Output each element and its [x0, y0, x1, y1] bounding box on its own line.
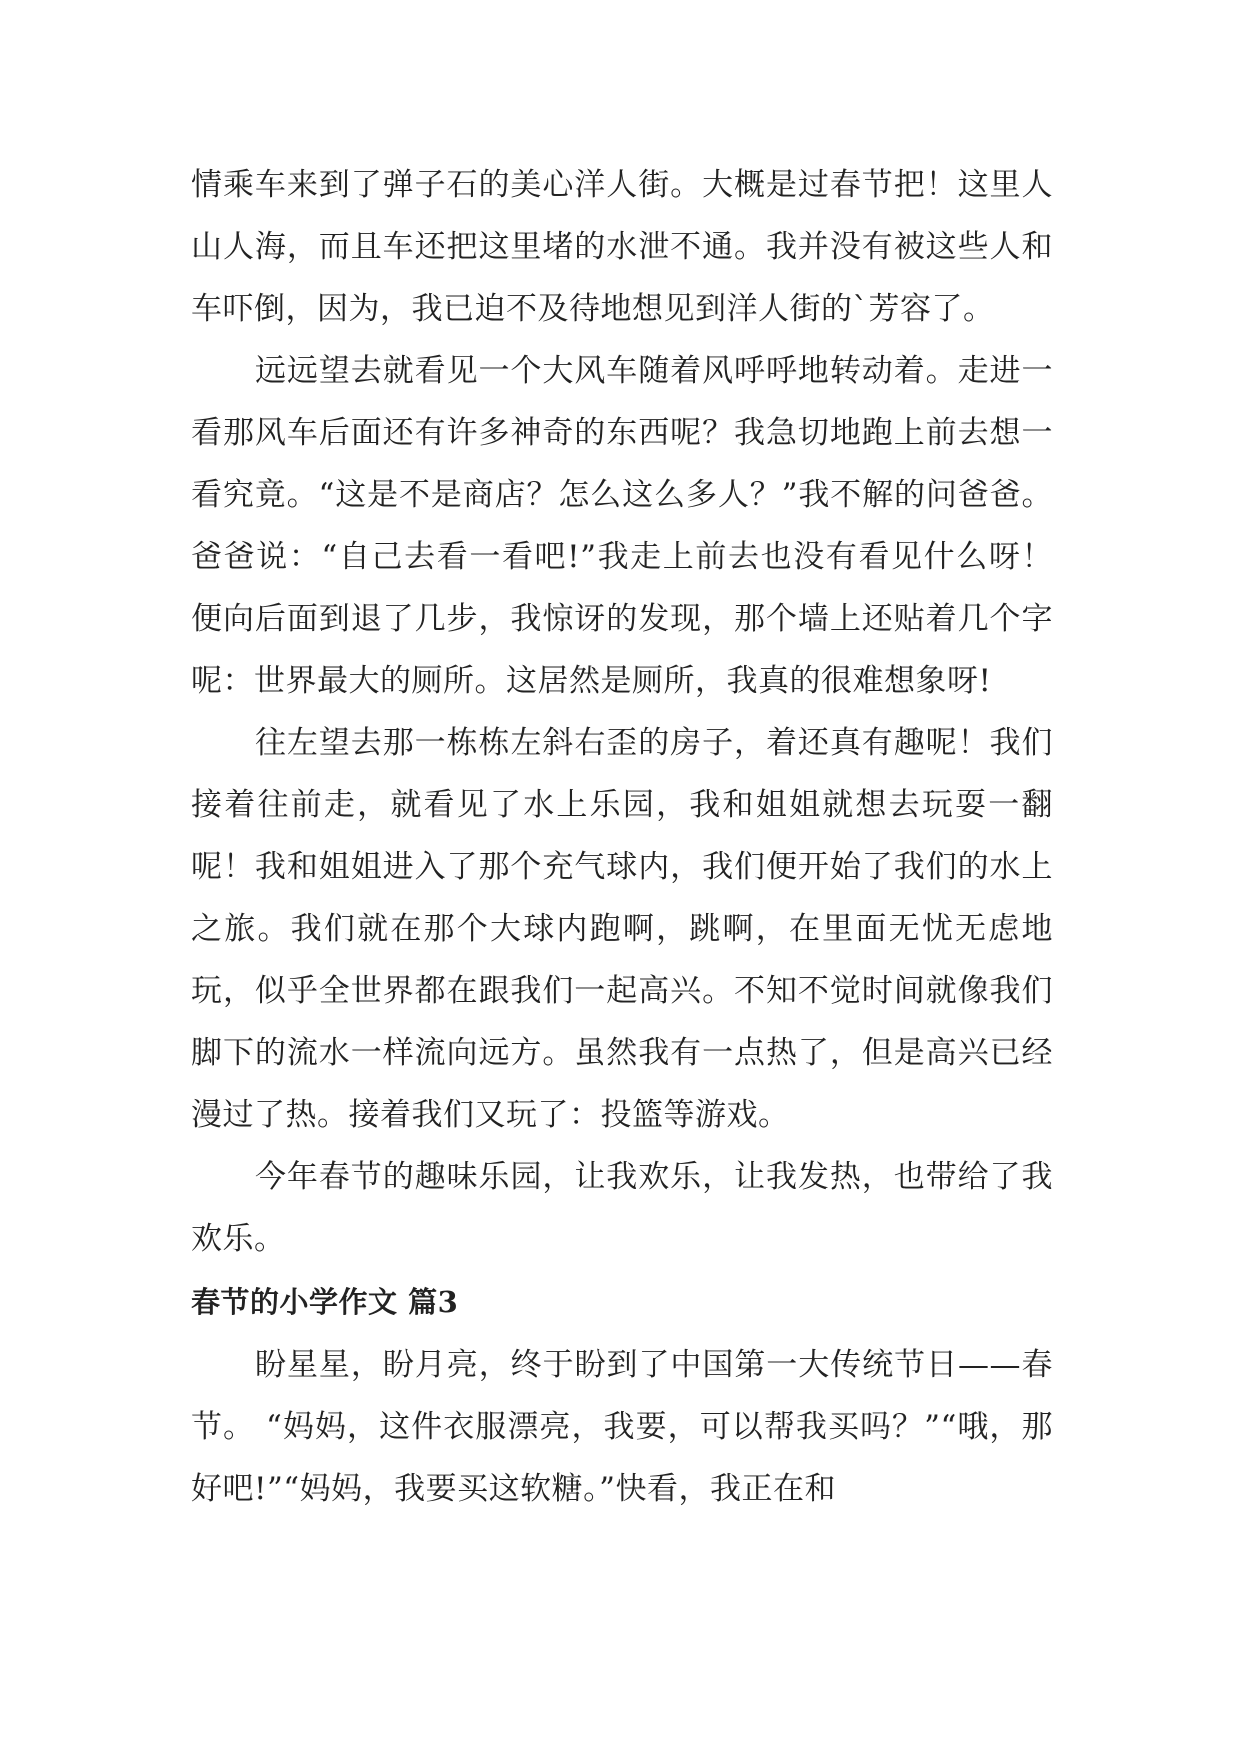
paragraph-continuation: 情乘车来到了弹子石的美心洋人街。大概是过春节把！这里人山人海，而且车还把这里堵的水泄不通。我并没有被这些人和车吓倒，因为，我已迫不及待地想见到洋人街的`芳容了。 [191, 167, 1053, 327]
document-page [191, 154, 1053, 1520]
section-heading: 春节的小学作文 篇3 [191, 1285, 459, 1319]
paragraph-windmill: 远远望去就看见一个大风车随着风呼呼地转动着。走进一看那风车后面还有许多神奇的东西呢？我急切地跑上前去想一看究竟。“这是不是商店？怎么这么多人？”我不解的问爸爸。爸爸说：“自己去看一看吧!”我走上前去也没有看见什么呀！便向后面到退了几步，我惊讶的发现，那个墙上还贴着几个字呢：世界最大的厕所。这居然是厕所，我真的很难想象呀! [191, 353, 1053, 699]
paragraph-section3-opening: 盼星星，盼月亮，终于盼到了中国第一大传统节日——春节。 “妈妈，这件衣服漂亮，我要，可以帮我买吗？”“哦，那好吧!”“妈妈，我要买这软糖。”快看，我正在和 [191, 1347, 1053, 1507]
paragraph-water-park: 往左望去那一栋栋左斜右歪的房子，着还真有趣呢！我们接着往前走，就看见了水上乐园，我和姐姐就想去玩耍一翻呢！我和姐姐进入了那个充气球内，我们便开始了我们的水上之旅。我们就在那个大球内跑啊，跳啊，在里面无忧无虑地玩，似乎全世界都在跟我们一起高兴。不知不觉时间就像我们脚下的流水一样流向远方。虽然我有一点热了，但是高兴已经漫过了热。接着我们又玩了：投篮等游戏。 [191, 725, 1053, 1133]
paragraph-conclusion: 今年春节的趣味乐园，让我欢乐，让我发热，也带给了我欢乐。 [191, 1159, 1053, 1257]
